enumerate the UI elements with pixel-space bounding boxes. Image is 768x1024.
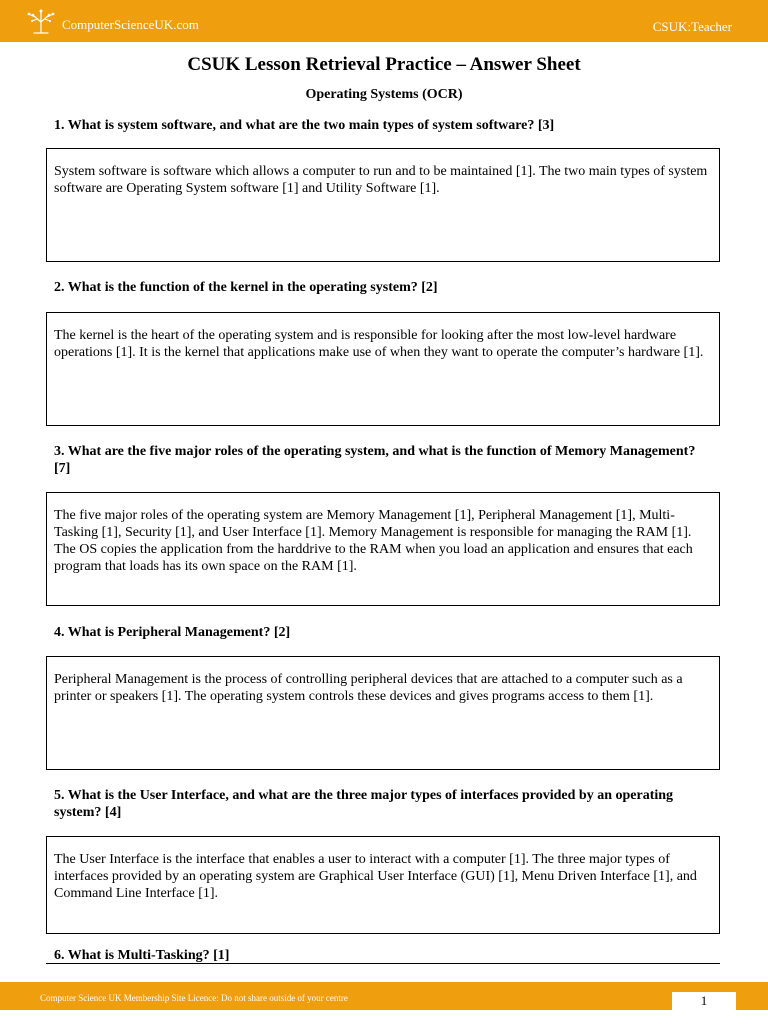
answer-3: The five major roles of the operating system are Memory Management [1], Peripheral Management [1], Multi-Tasking [1], Security [1], and User Interface [1]. Memory Management is responsible for managing the RAM [1]. The OS copies the application from the harddrive to the RAM when you load an application and ensures that each program that loads has its own space on the RAM [1]. [54,508,693,574]
question-5: 5. What is the User Interface, and what are the three major types of interfaces provided by an operating system? [4] [54,788,674,820]
page-footer [0,982,768,1010]
answer-4: Peripheral Management is the process of controlling peripheral devices that are attached to a computer such as a printer or speakers [1]. The operating system controls these devices and gives programs access to them [1]. [54,672,683,704]
question-2: 2. What is the function of the kernel in the operating system? [2] [54,280,438,295]
question-4: 4. What is Peripheral Management? [2] [54,625,291,640]
answer-box-2 [46,312,720,426]
document-subtitle: Operating Systems (OCR) [305,87,463,102]
answer-box-1 [46,148,720,262]
divider-line [46,963,720,964]
answer-box-5 [46,836,720,934]
answer-2: The kernel is the heart of the operating system and is responsible for looking after the most low-level hardware operations [1]. It is the kernel that applications make use of when they want to operate the computer’s hardware [1]. [54,328,704,360]
site-name: ComputerScienceUK.com [62,17,199,32]
document-title: CSUK Lesson Retrieval Practice – Answer Sheet [187,54,581,75]
question-3: 3. What are the five major roles of the operating system, and what is the function of Memory Management? [7] [54,444,696,476]
answer-5: The User Interface is the interface that enables a user to interact with a computer [1]. The three major types of interfaces provided by an operating system are Graphical User Interface (GUI) [1], Menu Driven Interface [1], and Command Line Interface [1]. [54,852,697,901]
answer-1: System software is software which allows a computer to run and to be maintained [1]. The two main types of system software are Operating System software [1] and Utility Software [1]. [54,164,708,196]
question-1: 1. What is system software, and what are the two main types of system software? [3] [54,118,555,133]
question-6: 6. What is Multi-Tasking? [1] [54,948,230,963]
page-header [0,0,768,42]
answer-box-4 [46,656,720,770]
tree-logo-icon [24,8,58,34]
page-number: 1 [672,992,736,1010]
answer-box-3 [46,492,720,606]
licence-text: Computer Science UK Membership Site Licence: Do not share outside of your centre [40,993,348,1003]
role-label: CSUK:Teacher [652,19,732,34]
